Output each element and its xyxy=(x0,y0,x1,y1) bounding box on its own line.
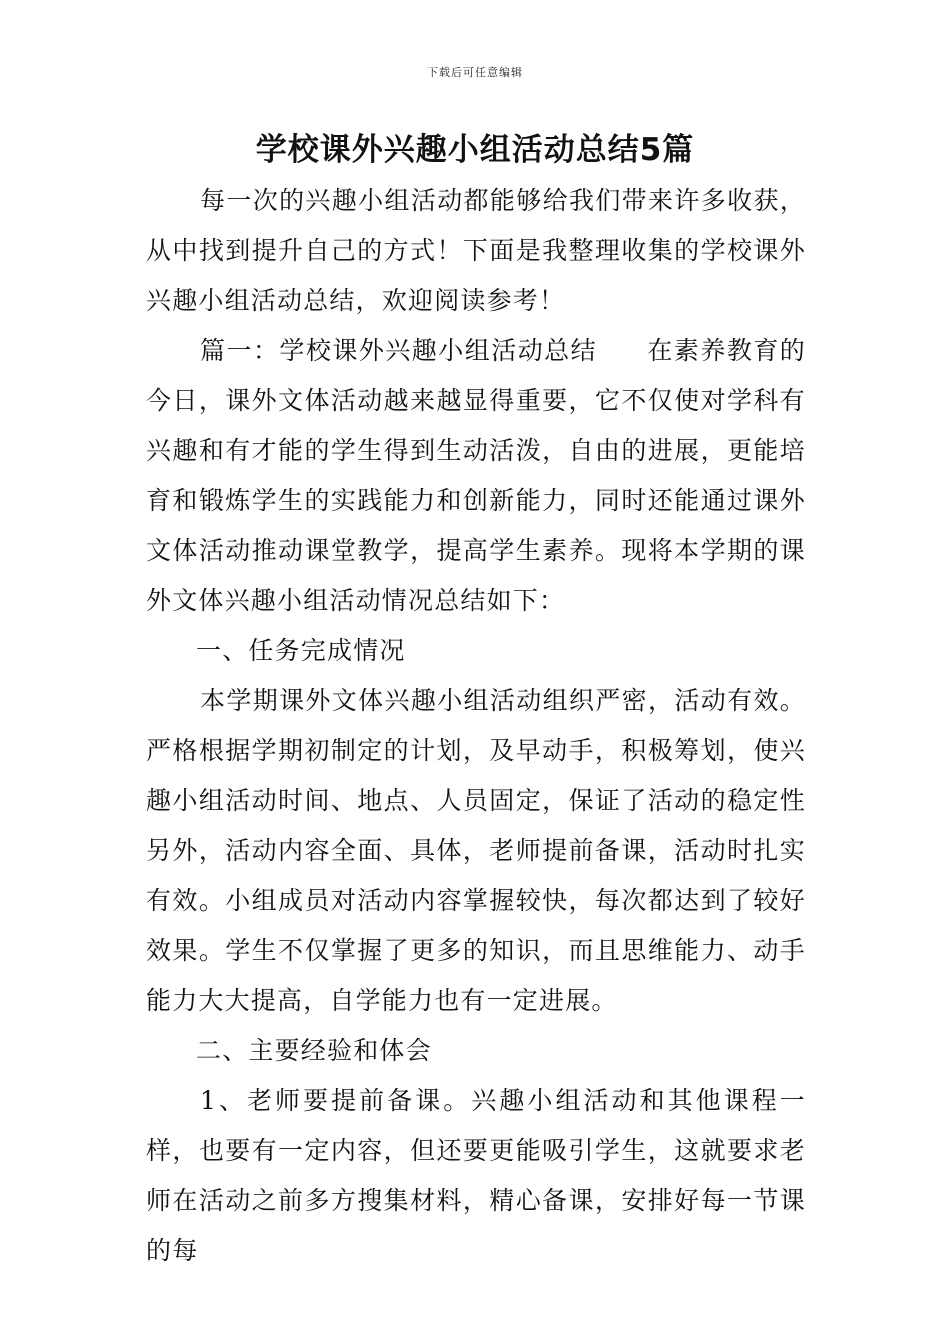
document-title: 学校课外兴趣小组活动总结5篇 xyxy=(255,132,695,168)
chapter-one-body: 在素养教育的今日，课外文体活动越来越显得重要，它不仅使对学科有兴趣和有才能的学生得到生动活泼，自由的进展，更能培育和锻炼学生的实践能力和创新能力，同时还能通过课外文体活动推动课堂教学，提高学生素养。现将本学期的课外文体兴趣小组活动情况总结如下： xyxy=(146,336,806,615)
chapter-one-heading: 篇一：学校课外兴趣小组活动总结 xyxy=(200,336,598,365)
section-one-body: 本学期课外文体兴趣小组活动组织严密，活动有效。严格根据学期初制定的计划，及早动手，积极筹划，使兴趣小组活动时间、地点、人员固定，保证了活动的稳定性另外，活动内容全面、具体，老师提前备课，活动时扎实有效。小组成员对活动内容掌握较快，每次都达到了较好效果。学生不仅掌握了更多的知识，而且思维能力、动手能力大大提高，自学能力也有一定进展。 xyxy=(146,686,806,1015)
header-note: 下载后可任意编辑 xyxy=(427,66,523,79)
chapter-one-paragraph xyxy=(146,326,806,626)
intro-paragraph: 每一次的兴趣小组活动都能够给我们带来许多收获，从中找到提升自己的方式！下面是我整理收集的学校课外兴趣小组活动总结，欢迎阅读参考！ xyxy=(146,186,806,315)
document-body xyxy=(146,176,806,1276)
section-one-heading: 一、任务完成情况 xyxy=(196,636,406,665)
section-two-heading: 二、主要经验和体会 xyxy=(196,1036,432,1065)
section-two-item-one: 1、老师要提前备课。兴趣小组活动和其他课程一样，也要有一定内容，但还要更能吸引学生，这就要求老师在活动之前多方搜集材料，精心备课，安排好每一节课的每 xyxy=(146,1086,806,1265)
